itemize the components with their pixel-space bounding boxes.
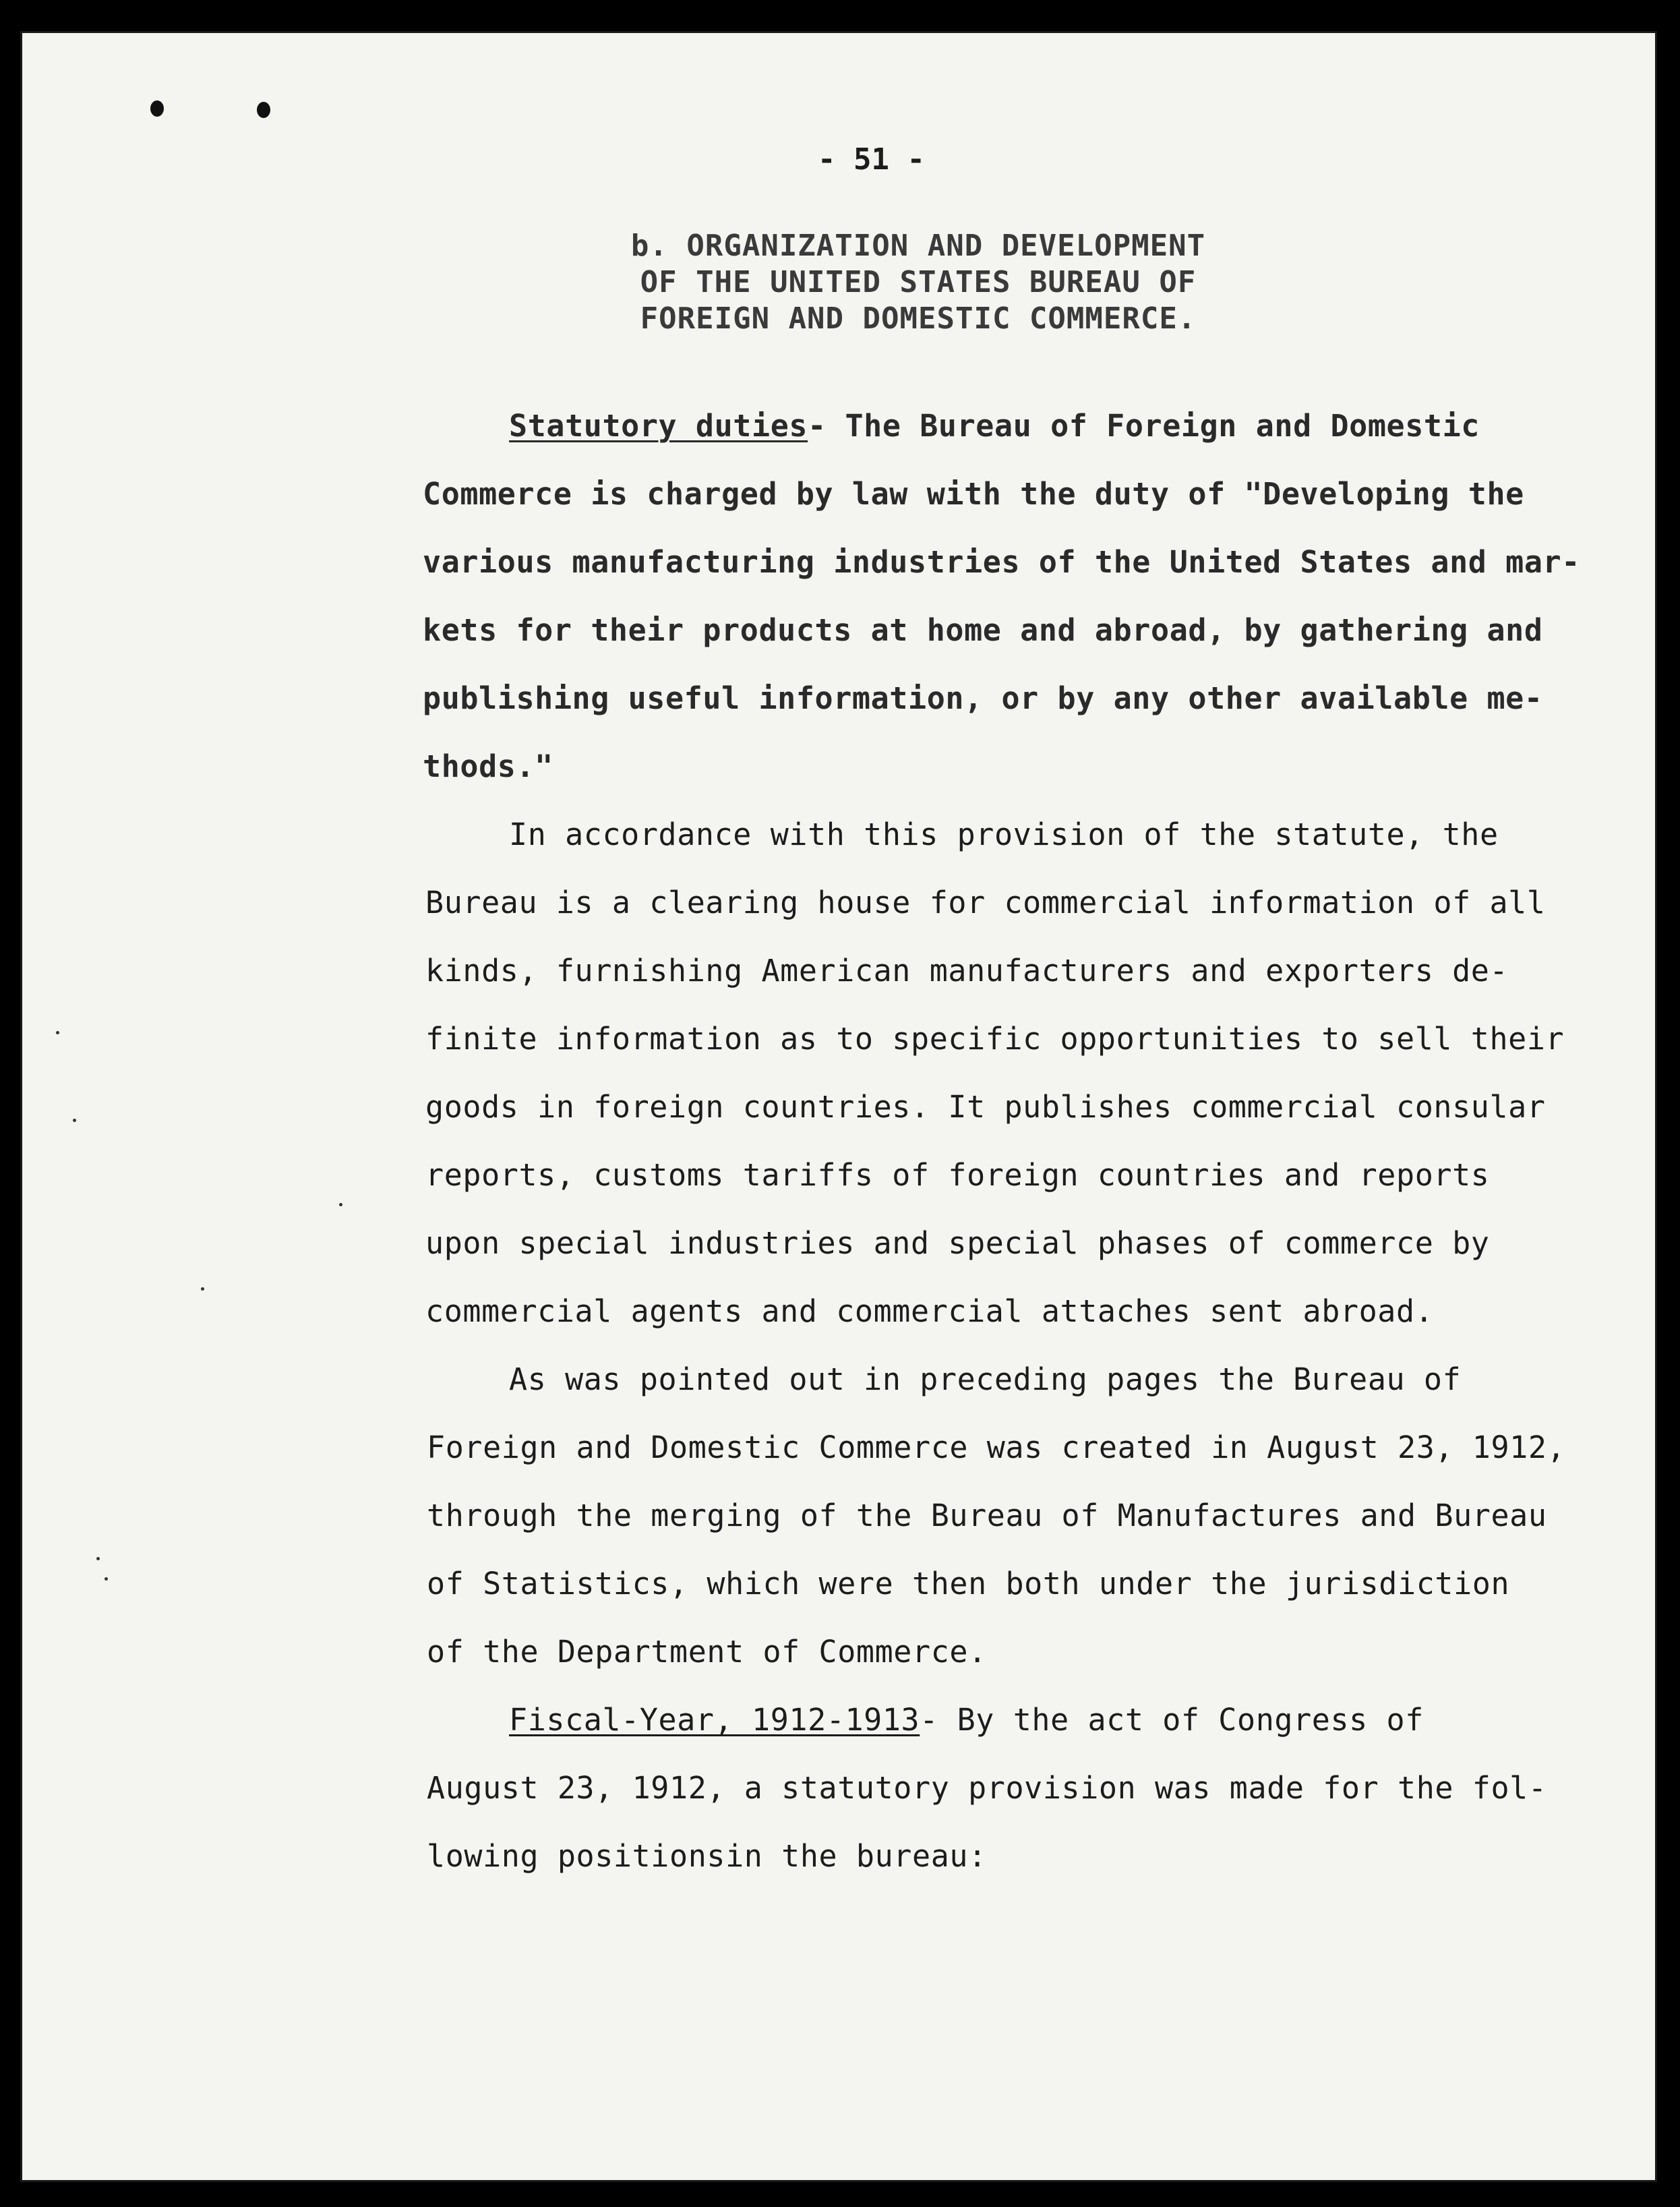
heading-line-2: OF THE UNITED STATES BUREAU OF [640,265,1197,299]
para3-line-4: of Statistics, which were then both under the jurisdiction [427,1566,1510,1601]
heading-line-1: b. ORGANIZATION AND DEVELOPMENT [630,229,1206,263]
speck [339,1203,342,1206]
para1-line-6: thods." [423,748,553,784]
para2-line-4: finite information as to specific opportunities to sell their [425,1021,1565,1057]
para2-line-3: kinds, furnishing American manufacturers and exporters de- [425,953,1509,989]
para1-line-4: kets for their products at home and abroad, by gathering and [423,612,1543,648]
fiscal-year-label: Fiscal-Year, 1912-1913 [509,1702,920,1738]
speck [104,1577,108,1581]
punch-hole-left [150,100,164,117]
para1-line-1 [509,408,1480,444]
para2-line-2: Bureau is a clearing house for commercial information of all [425,885,1546,920]
para2-line-1: In accordance with this provision of the statute, the [509,817,1499,852]
para1-line-2: Commerce is charged by law with the duty of "Developing the [423,476,1524,512]
para3-line-1: As was pointed out in preceding pages the Bureau of [509,1361,1462,1397]
para4-line-2: August 23, 1912, a statutory provision was made for the fol- [427,1770,1547,1806]
heading-line-3: FOREIGN AND DOMESTIC COMMERCE. [640,301,1197,336]
document-page [20,31,1657,2182]
page-number: - 51 - [818,142,925,177]
para3-line-2: Foreign and Domestic Commerce was created in August 23, 1912, [427,1430,1566,1465]
para2-line-7: upon special industries and special phases of commerce by [425,1225,1490,1261]
para4-line-3: lowing positionsin the bureau: [427,1838,987,1874]
para2-line-5: goods in foreign countries. It publishes commercial consular [425,1089,1546,1125]
para2-line-8: commercial agents and commercial attaches sent abroad. [425,1293,1434,1329]
para4-line-1 [509,1702,1424,1738]
para1-line-5: publishing useful information, or by any other available me- [423,680,1543,716]
para2-line-6: reports, customs tariffs of foreign countries and reports [425,1157,1490,1193]
para3-line-3: through the merging of the Bureau of Manufactures and Bureau [427,1498,1547,1533]
para3-line-5: of the Department of Commerce. [427,1634,987,1670]
statutory-duties-label: Statutory duties [509,408,808,444]
speck [201,1287,204,1291]
speck [73,1119,76,1122]
para1-line-3: various manufacturing industries of the United States and mar- [423,544,1580,580]
para1-line-1-text: - The Bureau of Foreign and Domestic [808,408,1480,444]
para4-line-1-text: - By the act of Congress of [920,1702,1424,1738]
speck [96,1557,100,1560]
punch-hole-right [257,102,270,118]
speck [56,1031,59,1034]
